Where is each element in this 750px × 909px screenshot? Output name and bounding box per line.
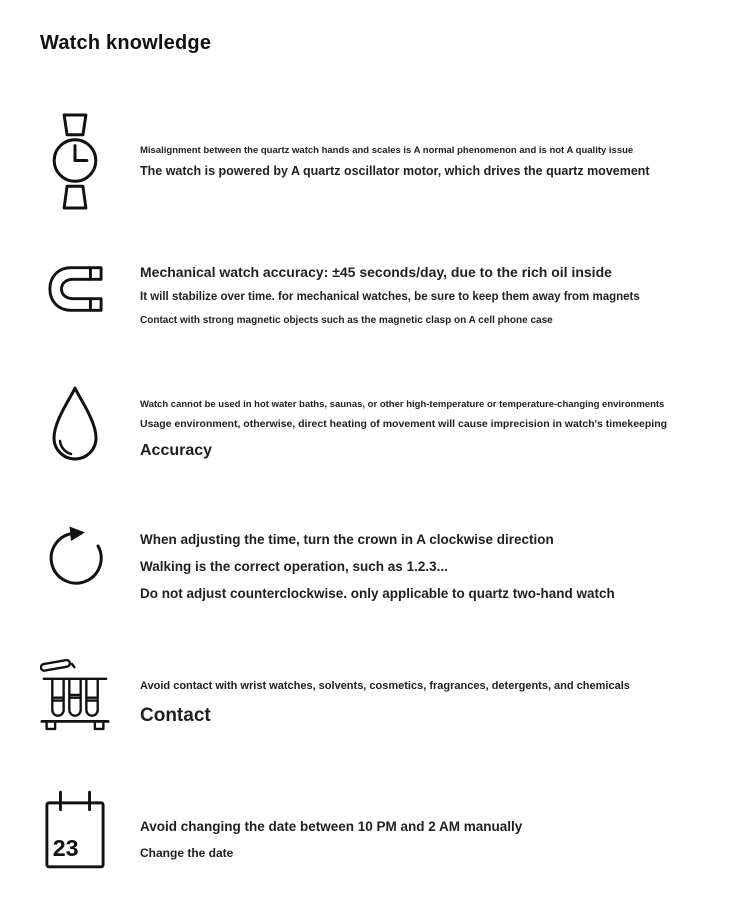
section-text	[140, 383, 730, 470]
contact-heading: Contact	[140, 704, 211, 726]
section-quartz-movement	[40, 113, 730, 210]
section-text	[140, 113, 730, 188]
calendar-day-number: 23	[52, 835, 79, 862]
section-chemicals	[40, 643, 730, 743]
section-magnetism	[40, 258, 730, 336]
page-title: Watch knowledge	[40, 32, 212, 54]
section-text	[140, 643, 730, 736]
magnet-icon	[40, 258, 110, 320]
section-accuracy	[40, 383, 730, 470]
text-line: Misalignment between the quartz watch hands and scales is A normal phenomenon and is not A quality issue	[140, 145, 634, 156]
calendar-icon	[40, 790, 110, 870]
accuracy-heading: Accuracy	[140, 441, 213, 459]
section-text	[140, 258, 730, 336]
text-line: Walking is the correct operation, such as 1.2.3...	[140, 559, 448, 575]
test-tubes-icon	[40, 643, 110, 743]
text-line: Do not adjust counterclockwise. only applicable to quartz two-hand watch	[140, 586, 615, 602]
wristwatch-icon	[40, 113, 110, 210]
water-drop-icon	[40, 383, 110, 467]
text-line: It will stabilize over time. for mechanical watches, be sure to keep them away from magnets	[140, 290, 640, 303]
text-line: When adjusting the time, turn the crown in A clockwise direction	[140, 532, 554, 547]
text-line: Avoid changing the date between 10 PM and 2 AM manually	[140, 819, 523, 834]
text-line: The watch is powered by A quartz oscillator motor, which drives the quartz movement	[140, 163, 650, 178]
section-text	[140, 518, 730, 613]
clockwise-arrow-icon	[40, 518, 110, 596]
text-line: Watch cannot be used in hot water baths, saunas, or other high-temperature or temperature-changing environments	[140, 399, 665, 410]
text-line: Mechanical watch accuracy: ±45 seconds/day, due to the rich oil inside	[140, 264, 612, 280]
text-line: Change the date	[140, 846, 234, 861]
text-line: Avoid contact with wrist watches, solvents, cosmetics, fragrances, detergents, and chemicals	[140, 680, 630, 692]
section-change-date	[40, 790, 730, 870]
text-line: Contact with strong magnetic objects such as the magnetic clasp on A cell phone case	[140, 315, 553, 327]
section-adjust-time	[40, 518, 730, 613]
section-text	[140, 790, 730, 869]
text-line: Usage environment, otherwise, direct heating of movement will cause imprecision in watch's timekeeping	[140, 417, 668, 430]
